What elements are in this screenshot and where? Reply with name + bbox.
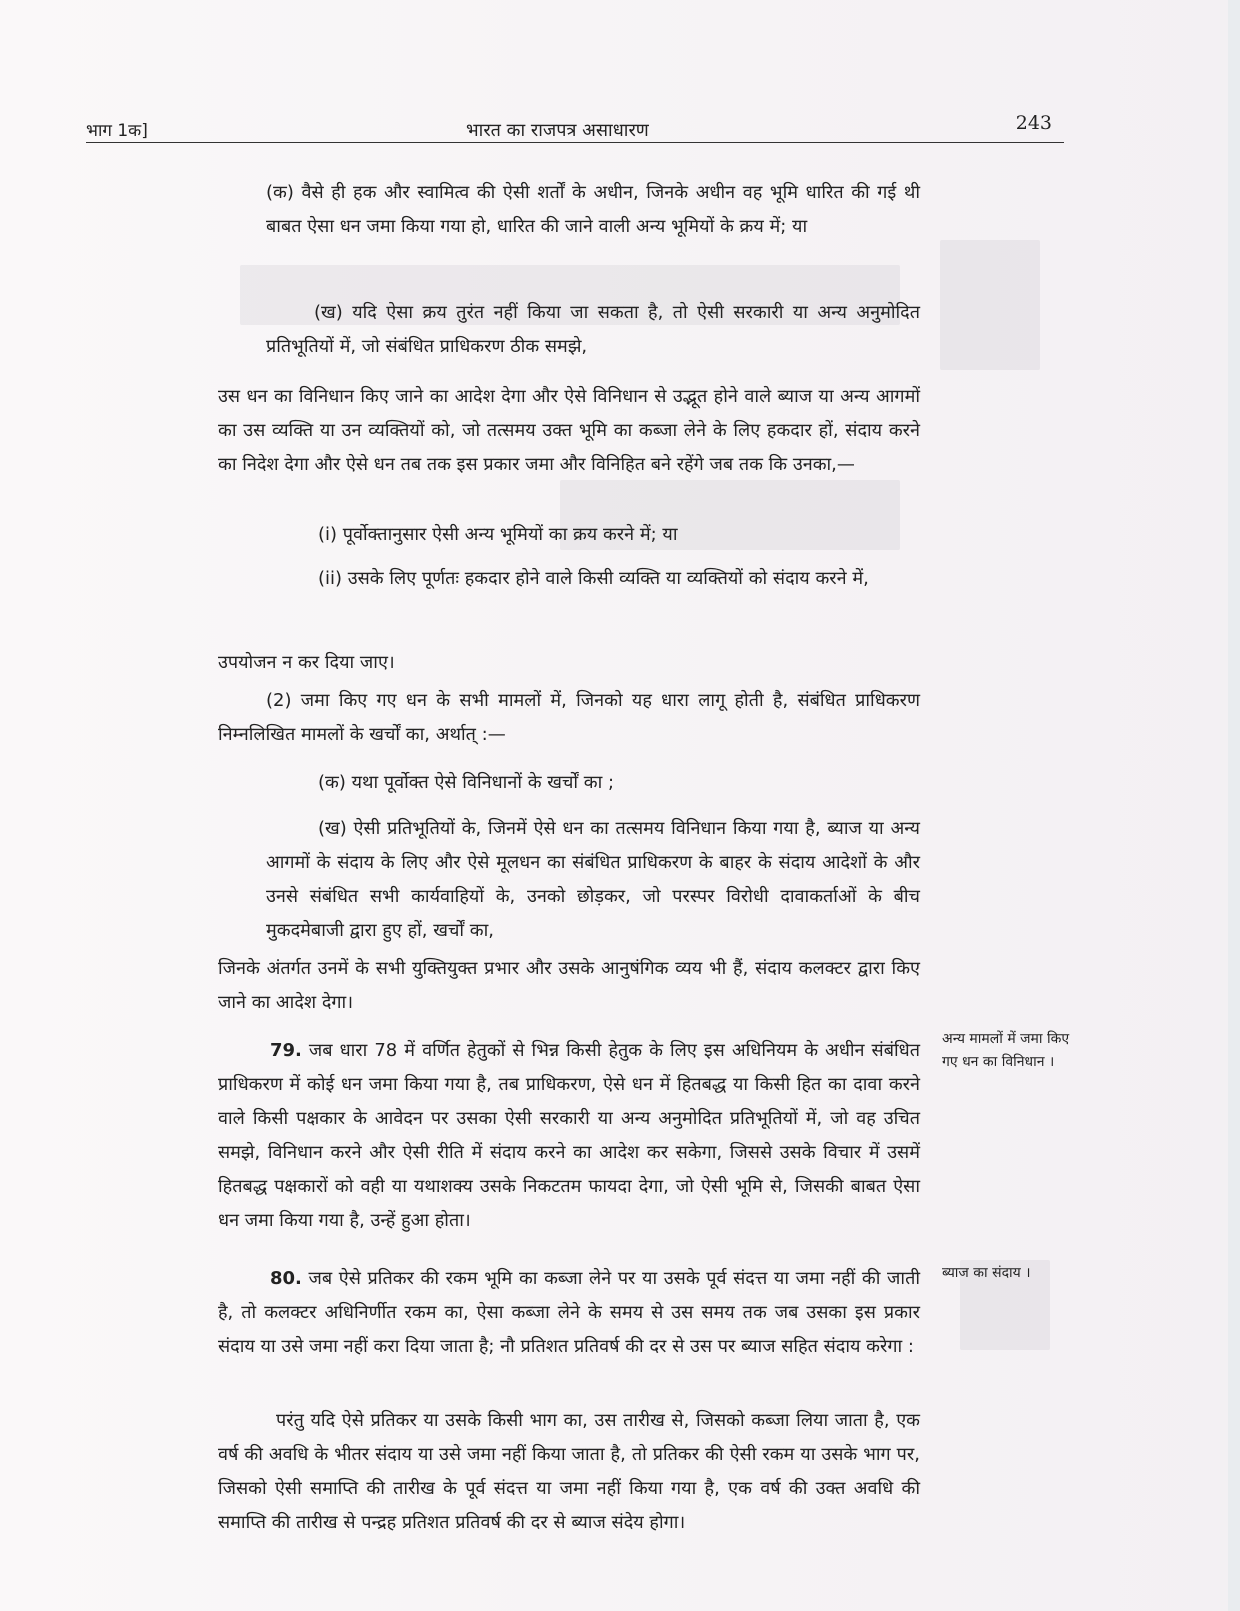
collector-payment-paragraph: जिनके अंतर्गत उनमें के सभी युक्तियुक्त प्रभार और उसके आनुषंगिक व्यय भी हैं, संदाय कलक्टर द्वारा किए जाने का आदेश देगा। [218,958,920,1013]
gazette-title: भारत का राजपत्र असाधारण [466,120,649,141]
margin-note-section-79: अन्य मामलों में जमा किए गए धन का विनिधान । [942,1031,1070,1070]
bleed-through-mark [940,240,1040,370]
clause-ka-costs: (क) यथा पूर्वोक्त ऐसे विनिधानों के खर्चों का ; [318,772,615,793]
clause-ii: (ii) उसके लिए पूर्णतः हकदार होने वाले किसी व्यक्ति या व्यक्तियों को संदाय करने में, [318,568,869,589]
section-80 [218,1262,920,1364]
proviso-paragraph: परंतु यदि ऐसे प्रतिकर या उसके किसी भाग का, उस तारीख से, जिसको कब्जा लिया जाता है, एक वर्ष की अवधि के भीतर संदाय या उसे जमा नहीं किया जाता है, तो प्रतिकर की ऐसी रकम या उसके भाग पर, जिसको ऐसी समाप्ति की तारीख के पूर्व संदत्त या जमा नहीं किया गया है, एक वर्ष की उक्त अवधि की समाप्ति की तारीख से पन्द्रह प्रतिशत प्रतिवर्ष की दर से ब्याज संदेय होगा। [218,1410,920,1533]
scan-edge [1228,0,1240,1611]
page-header [86,112,1064,143]
section-80-text: जब ऐसे प्रतिकर की रकम भूमि का कब्जा लेने पर या उसके पूर्व संदत्त या जमा नहीं की जाती है, तो कलक्टर अधिनिर्णीत रकम का, ऐसा कब्जा लेने के समय से उस समय तक जब उसका इस प्रकार संदाय या उसे जमा नहीं करा दिया जाता है; नौ प्रतिशत प्रतिवर्ष की दर से उस पर ब्याज सहित संदाय करेगा : [218,1268,920,1357]
clause-kha-securities: (ख) यदि ऐसा क्रय तुरंत नहीं किया जा सकता है, तो ऐसी सरकारी या अन्य अनुमोदित प्रतिभूतियों में, जो संबंधित प्राधिकरण ठीक समझे, [266,302,920,357]
subsection-2: (2) जमा किए गए धन के सभी मामलों में, जिनको यह धारा लागू होती है, संबंधित प्राधिकरण निम्नलिखित मामलों के खर्चों का, अर्थात् :— [218,690,920,745]
section-79-text: जब धारा 78 में वर्णित हेतुकों से भिन्न किसी हेतुक के लिए इस अधिनियम के अधीन संबंधित प्राधिकरण में कोई धन जमा किया गया है, तब प्राधिकरण, ऐसे धन में हितबद्ध या किसी हित का दावा करने वाले किसी पक्षकार के आवेदन पर उसका ऐसी सरकारी या अन्य अनुमोदित प्रतिभूतियों में, जो वह उचित समझे, विनिधान करने और ऐसी रीति में संदाय करने का आदेश कर सकेगा, जिससे उसके विचार में उसमें हितबद्ध पक्षकारों को वही या यथाशक्य उसके निकटतम फायदा देगा, जो ऐसी भूमि से, जिसकी बाबत ऐसा धन जमा किया गया है, उन्हें हुआ होता। [218,1040,920,1231]
investment-order-paragraph: उस धन का विनिधान किए जाने का आदेश देगा और ऐसे विनिधान से उद्भूत होने वाले ब्याज या अन्य आगमों का उस व्यक्ति या उन व्यक्तियों को, जो तत्समय उक्त भूमि का कब्जा लेने के लिए हकदार हों, संदाय करने का निदेश देगा और ऐसे धन तब तक इस प्रकार जमा और विनिहित बने रहेंगे जब तक कि उनका,— [218,386,920,475]
clause-ka-purchase: (क) वैसे ही हक और स्वामित्व की ऐसी शर्तों के अधीन, जिनके अधीन वह भूमि धारित की गई थी बाबत ऐसा धन जमा किया गया हो, धारित की जाने वाली अन्य भूमियों के क्रय में; या [266,182,920,237]
clause-i: (i) पूर्वोक्तानुसार ऐसी अन्य भूमियों का क्रय करने में; या [318,524,678,545]
section-79 [218,1034,920,1238]
part-label: भाग 1क] [86,121,148,141]
section-80-number: 80. [270,1268,302,1289]
clause-kha-costs: (ख) ऐसी प्रतिभूतियों के, जिनमें ऐसे धन का तत्समय विनिधान किया गया है, ब्याज या अन्य आगमों के संदाय के लिए और ऐसे मूलधन का संबंधित प्राधिकरण के बाहर के संदाय आदेशों के और उनसे संबंधित सभी कार्यवाहियों के, उनको छोड़कर, जो परस्पर विरोधी दावाकर्ताओं के बीच मुकदमेबाजी द्वारा हुए हों, खर्चों का, [266,818,920,941]
page-number: 243 [1015,112,1052,134]
section-79-number: 79. [270,1040,302,1061]
application-clause: उपयोजन न कर दिया जाए। [218,652,395,673]
margin-note-section-80: ब्याज का संदाय । [942,1265,1031,1281]
